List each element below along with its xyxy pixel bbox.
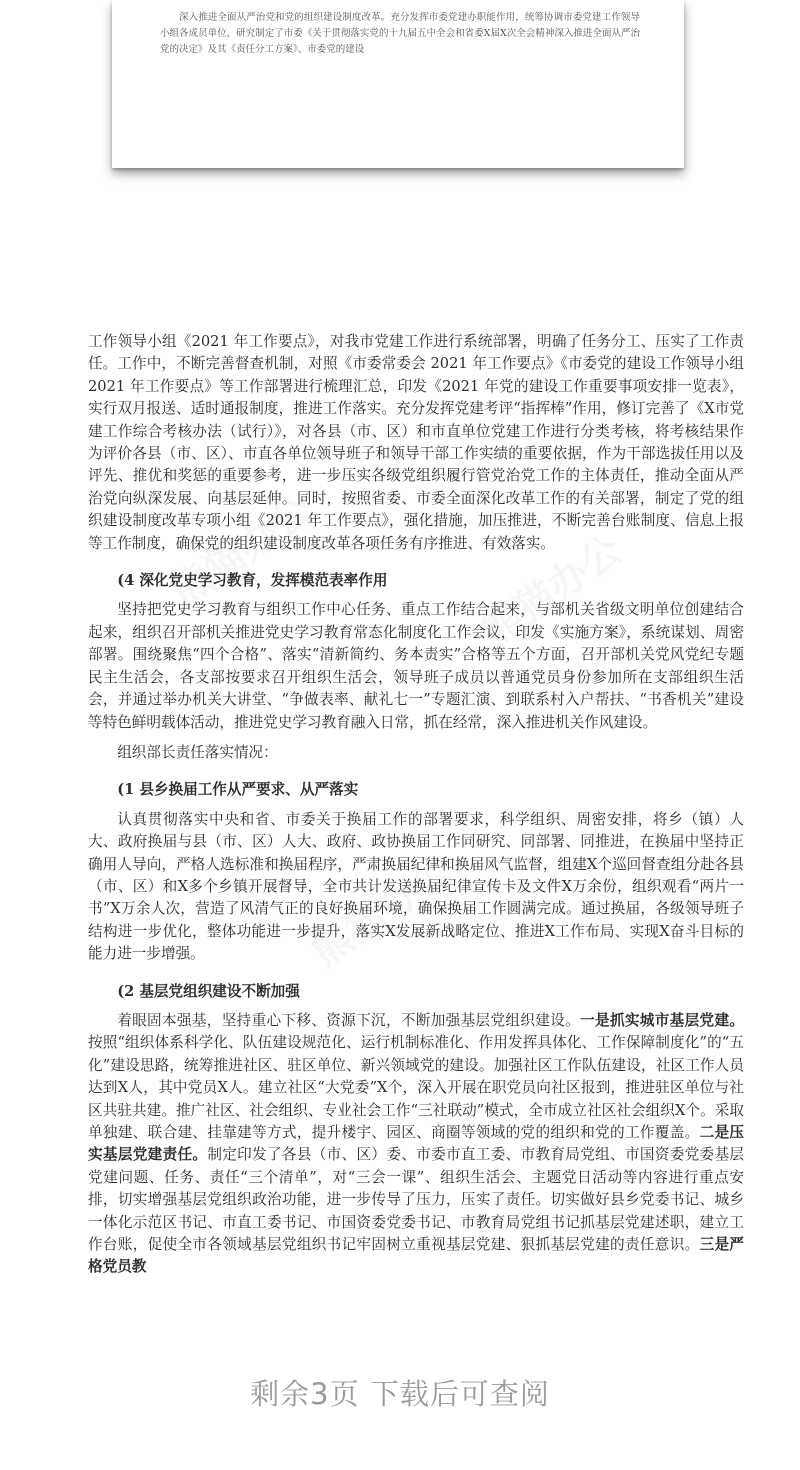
text-run: 按照“组织体系科学化、队伍建设规范化、运行机制标准化、作用发挥具体化、工作保障制度化”的“五化”建设思路，统筹推进社区、驻区单位、新兴领域党的建设。加强社区工作队伍建设，社区工作人员达到X人，其中党员X人。建立社区“大党委”X个，深入开展在职党员向社区报到，推进驻区单位与社区共驻共建。推广社区、社会组织、专业社会工作“三社联动”模式，全市成立社区社会组织X个。采取单独建、联合建、挂靠建等方式，提升楼宇、园区、商圈等领域的党的组织和党的工作覆盖。 [88,1034,744,1141]
bold-phrase: 三是严格党员教 [88,1236,744,1276]
section-heading: (2 基层党组织建设不断加强 [117,982,300,1000]
section-heading: (1 县乡换届工作从严要求、从严落实 [117,781,359,799]
text-run: 制定印发了各县（市、区）委、市委市直工委、市教育局党组、市国资委党委基层党建问题、任务、责任“三个清单”，对“三会一课”、组织生活会、主题党日活动等内容进行重点安排，切实增强基层党组织政治功能，进一步传导了压力，压实了责任。切实做好县乡党委书记、城乡一体化示范区书记、市直工委书记、市国资委党委书记、市教育局党组书记抓基层党建述职，建立工作台账，促使全市各领域基层党组织书记牢固树立重视基层党建、狠抓基层党建的责任意识。 [88,1146,744,1254]
download-to-read-more-button[interactable]: 剩余3页 下载后可查阅 [250,1377,550,1411]
section-heading: (4 深化党史学习教育，发挥模范表率作用 [117,572,388,590]
preview-page-card [112,0,684,168]
text-run: 着眼固本强基，坚持重心下移、资源下沉，不断加强基层党组织建设。 [117,1011,581,1029]
document-body [88,331,744,1279]
bold-phrase: 一是抓实城市基层党建。 [580,1011,744,1029]
bold-phrase: 二是压实基层党建责任。 [88,1124,744,1164]
paragraph: 组织部长责任落实情况： [117,743,278,761]
paragraph [88,1010,744,1279]
paragraph: 认真贯彻落实中央和省、市委关于换届工作的部署要求，科学组织、周密安排，将乡（镇）人大、政府换届与县（市、区）人大、政府、政协换届工作同研究、同部署、同推进，在换届中坚持正确用人导向，严格人选标准和换届程序，严肃换届纪律和换届风气监督，组建X个巡回督查组分赴各县（市、区）和X多个乡镇开展督导，全市共计发送换届纪律宣传卡及文件X万余份，组织观看“两片一书”X万余人次，营造了风清气正的良好换届环境，确保换届工作圆满完成。通过换届，各级领导班子结构进一步优化，整体功能进一步提升，落实X发展新战略定位、推进X工作布局、实现X奋斗目标的能力进一步增强。 [88,810,744,963]
preview-page-text: 深入推进全面从严治党和党的组织建设制度改革。充分发挥市委党建办职能作用，统筹协调市委党建工作领导小组各成员单位，研究制定了市委《关于贯彻落实党的十九届五中全会和省委X届X次全会精神深入推进全面从严治党的决定》及其《责任分工方案》、市委党的建设 [160,12,640,55]
paragraph: 工作领导小组《2021 年工作要点》，对我市党建工作进行系统部署，明确了任务分工、压实了工作责任。工作中，不断完善督查机制，对照《市委常委会 2021 年工作要点》《市委党的建设工作领导小组 2021 年工作要点》等工作部署进行梳理汇总，印发《2021 年党的建设工作重要事项安排一览表》，实行双月报送、适时通报制度，推进工作落实。充分发挥党建考评“指挥棒”作用，修订完善了《X市党建工作综合考核办法（试行）》，对各县（市、区）和市直单位党建工作进行分类考核，将考核结果作为评价各县（市、区）、市直各单位领导班子和领导干部工作实绩的重要依据，作为干部选拔任用以及评先、推优和奖惩的重要参考，进一步压实各级党组织履行管党治党工作的主体责任，推动全面从严治党向纵深发展、向基层延伸。同时，按照省委、市委全面深化改革工作的有关部署，制定了党的组织建设制度改革专项小组《2021 年工作要点》，强化措施，加压推进，不断完善台账制度、信息上报等工作制度，确保党的组织建设制度改革各项任务有序推进、有效落实。 [88,333,744,552]
paragraph: 坚持把党史学习教育与组织工作中心任务、重点工作结合起来，与部机关省级文明单位创建结合起来，组织召开部机关推进党史学习教育常态化制度化工作会议，印发《实施方案》，系统谋划、周密部署。围绕聚焦“四个合格”、落实“清新简约、务本责实”合格等五个方面，召开部机关党风党纪专题民主生活会，各支部按要求召开组织生活会，领导班子成员以普通党员身份参加所在支部组织生活会，并通过举办机关大讲堂、“争做表率、献礼七一”专题汇演、到联系村入户帮扶、“书香机关”建设等特色鲜明载体活动，推进党史学习教育融入日常，抓在经常，深入推进机关作风建设。 [88,601,744,731]
